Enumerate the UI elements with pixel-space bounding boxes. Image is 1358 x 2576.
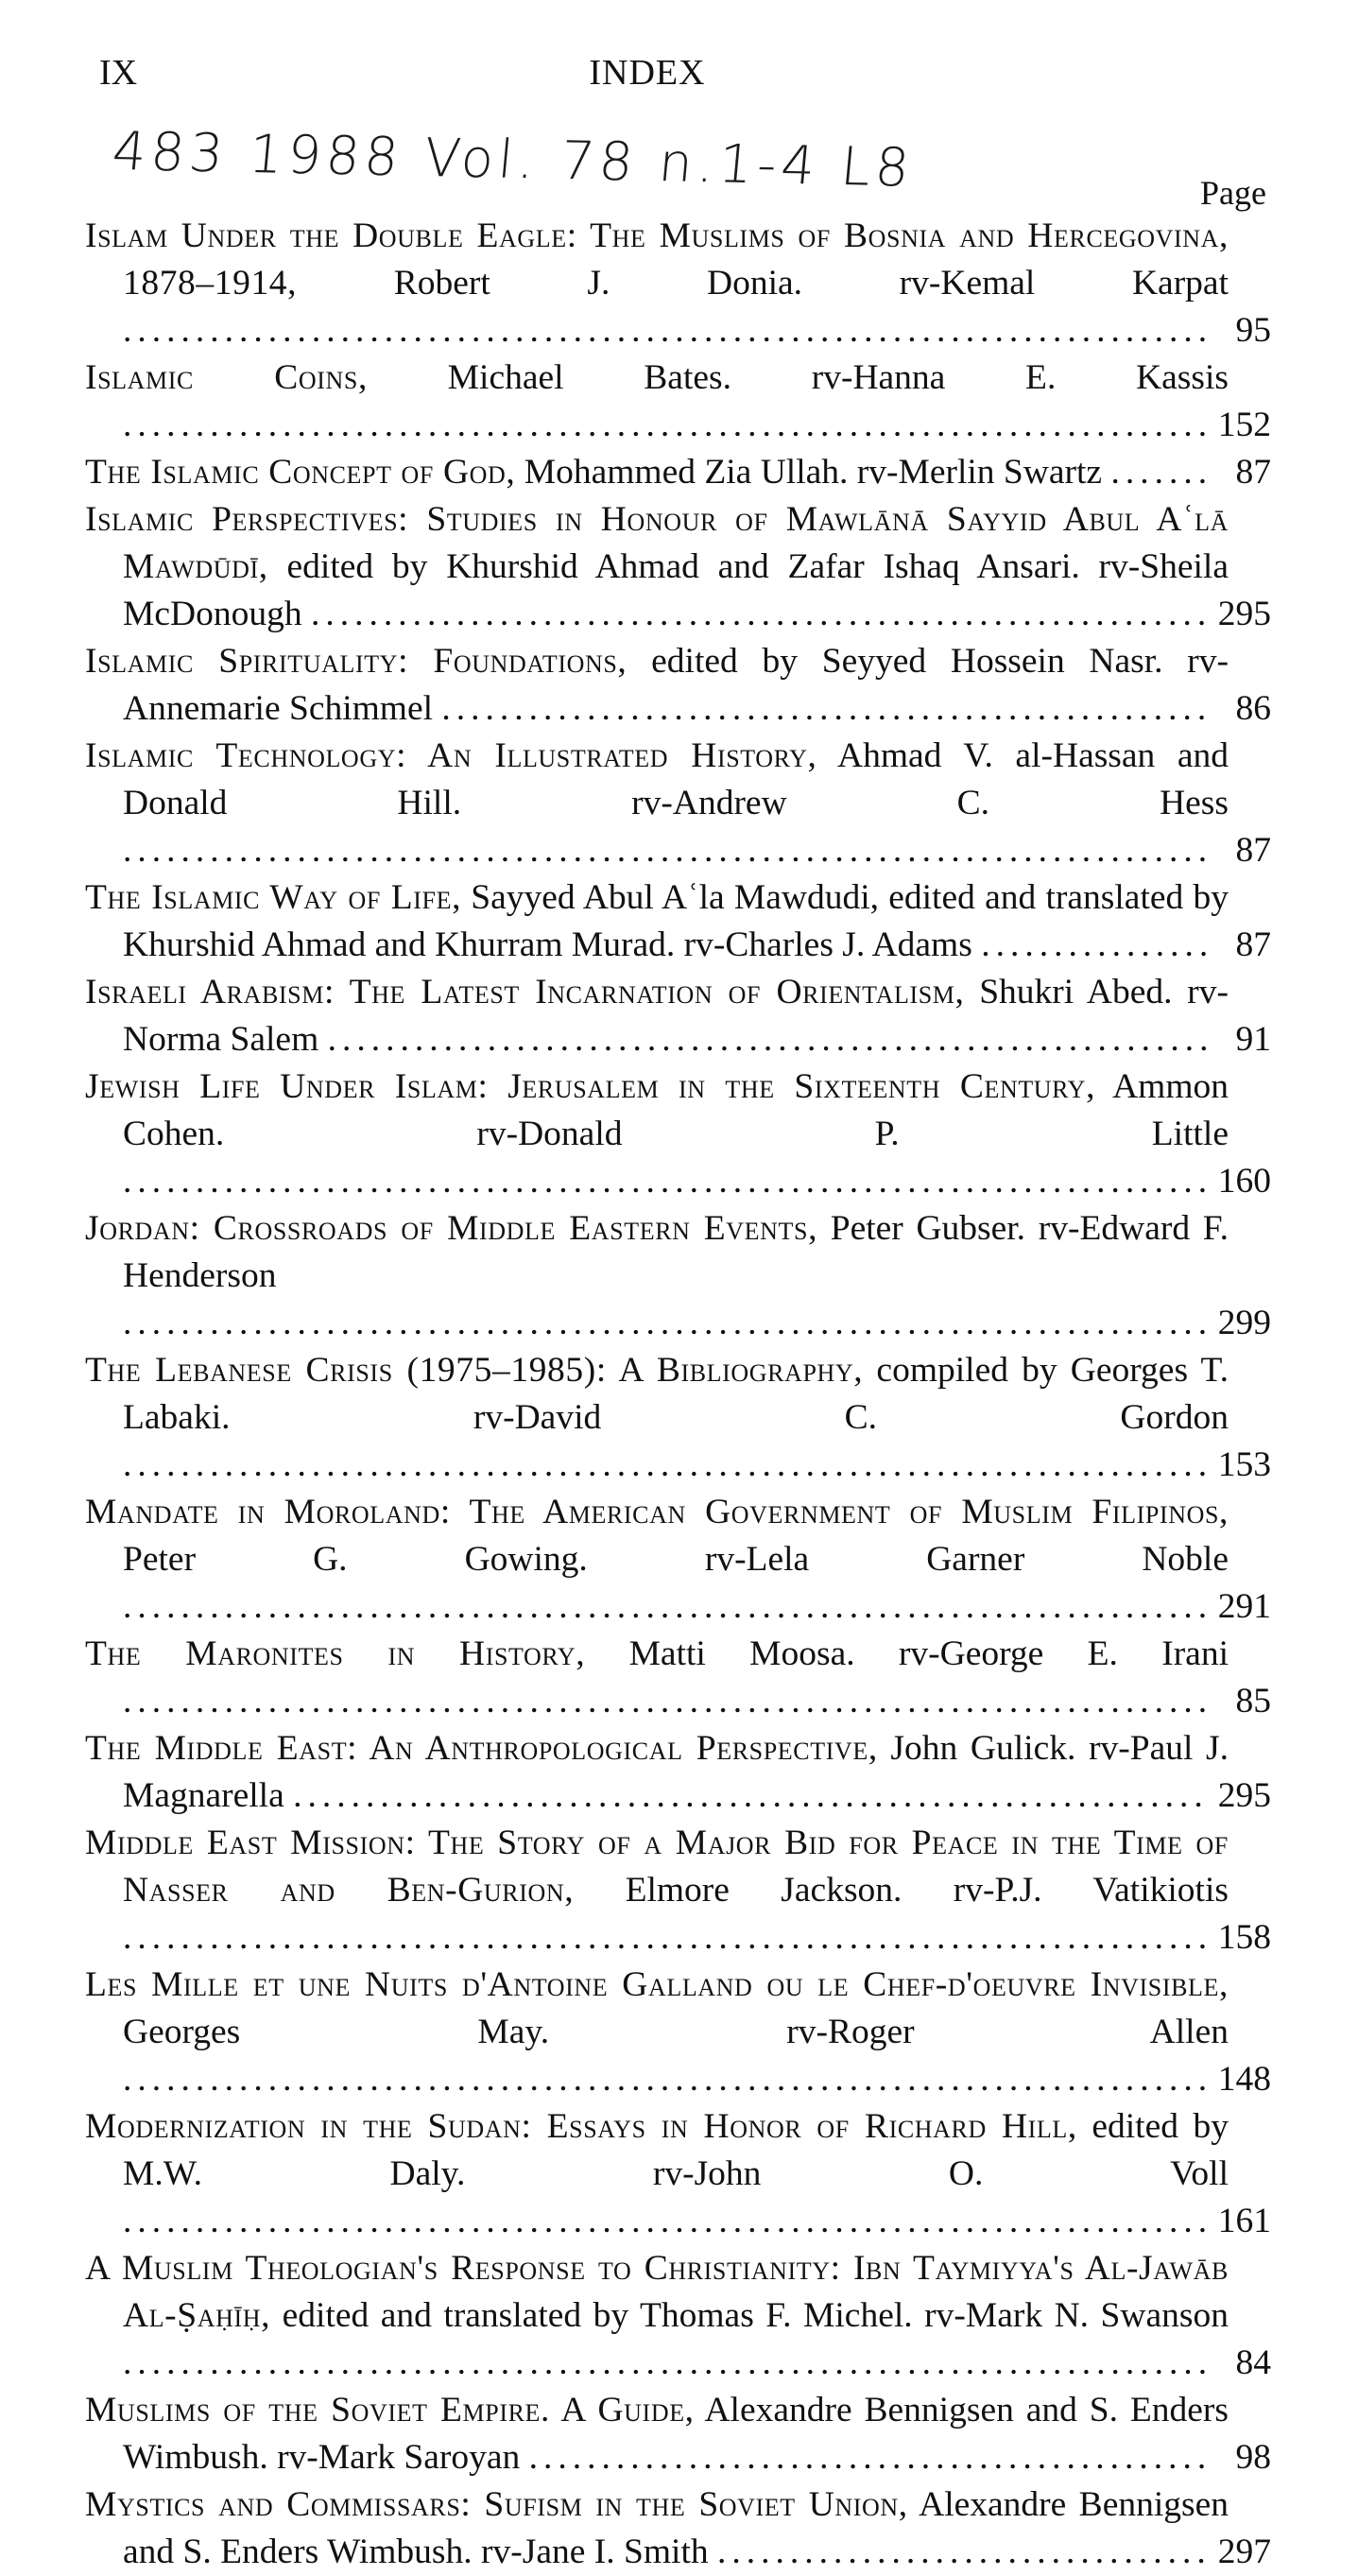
entry-page-number: 85	[1235, 1682, 1271, 1720]
entry-page-number: 87	[1235, 453, 1271, 492]
dot-leader: ...........................................................................	[123, 1918, 1213, 1957]
entry-title: The Lebanese Crisis (1975–1985): A Bibliography,	[85, 1351, 864, 1390]
entry-title: Islamic Perspectives: Studies in Honour of Mawlānā Sayyid Abul Aʿlā Mawdūdī,	[85, 500, 1229, 586]
entry-author-reviewer: Peter Gubser. rv-Edward F. Henderson	[123, 1209, 1229, 1295]
index-entry	[85, 1820, 1271, 1962]
dot-leader: ...........................................................................	[123, 831, 1213, 870]
entry-author-reviewer: Alexandre Bennigsen and S. Enders Wimbush. rv-Mark Saroyan	[123, 2391, 1229, 2477]
entry-title: Islam Under the Double Eagle: The Muslims of Bosnia and Hercegovina, 1878–1914,	[85, 216, 1229, 303]
entry-page-number: 91	[1235, 1020, 1271, 1059]
entry-page-number: 158	[1217, 1918, 1271, 1957]
entry-author-reviewer: Matti Moosa. rv-George E. Irani	[585, 1634, 1229, 1673]
index-entries	[85, 213, 1271, 2576]
entry-title: A Muslim Theologian's Response to Christianity: Ibn Taymiyya's Al-Jawāb Al-Ṣaḥīḥ,	[85, 2249, 1229, 2335]
dot-leader: ...........................................................................	[123, 406, 1213, 444]
entry-author-reviewer: compiled by Georges T. Labaki. rv-David C. Gordon	[123, 1351, 1229, 1437]
running-title: INDEX	[589, 53, 706, 93]
entry-author-reviewer: Sayyed Abul Aʿla Mawdudi, edited and translated by Khurshid Ahmad and Khurram Murad. rv-Charles J. Adams	[123, 878, 1229, 964]
entry-author-reviewer: Robert J. Donia. rv-Kemal Karpat	[297, 264, 1229, 303]
entry-title: Muslims of the Soviet Empire. A Guide,	[85, 2391, 695, 2429]
index-entry	[85, 1347, 1271, 1489]
dot-leader: ...............................................	[528, 2438, 1212, 2477]
entry-author-reviewer: edited by Seyyed Hossein Nasr. rv-Annemarie Schimmel	[123, 642, 1229, 728]
handwritten-annotation: 483 1988 Vol. 78 n.1-4 L8	[110, 121, 917, 199]
entry-author-reviewer: Shukri Abed. rv-Norma Salem	[123, 973, 1229, 1059]
entry-title: Mystics and Commissars: Sufism in the Soviet Union,	[85, 2485, 908, 2524]
index-entry	[85, 1489, 1271, 1631]
entry-page-number: 291	[1217, 1587, 1271, 1626]
entry-author-reviewer: Mohammed Zia Ullah. rv-Merlin Swartz	[515, 453, 1111, 492]
entry-page-number: 95	[1235, 311, 1271, 350]
dot-leader: ...........................................................................	[123, 311, 1213, 350]
entry-page-number: 297	[1217, 2533, 1271, 2571]
index-entry	[85, 449, 1271, 496]
entry-page-number: 160	[1217, 1162, 1271, 1201]
entry-page-number: 87	[1235, 925, 1271, 964]
entry-title: Middle East Mission: The Story of a Major Bid for Peace in the Time of Nasser and Ben-Gurion,	[85, 1824, 1229, 1910]
index-entry	[85, 733, 1271, 874]
index-entry	[85, 354, 1271, 449]
entry-title: Islamic Spirituality: Foundations,	[85, 642, 627, 681]
entry-author-reviewer: John Gulick. rv-Paul J. Magnarella	[123, 1729, 1229, 1815]
index-entry	[85, 1205, 1271, 1347]
entry-title: Mandate in Moroland: The American Government of Muslim Filipinos,	[85, 1493, 1229, 1531]
entry-page-number: 98	[1235, 2438, 1271, 2477]
entry-title: Modernization in the Sudan: Essays in Honor of Richard Hill,	[85, 2107, 1077, 2146]
entry-page-number: 295	[1217, 595, 1271, 633]
dot-leader: ...........................................................................	[123, 1682, 1213, 1720]
dot-leader: .............................................................	[327, 1020, 1214, 1059]
entry-page-number: 86	[1235, 689, 1271, 728]
entry-title: Israeli Arabism: The Latest Incarnation of Orientalism,	[85, 973, 965, 1011]
dot-leader: ...........................................................................	[123, 1162, 1213, 1201]
entry-title: The Islamic Concept of God,	[85, 453, 516, 492]
dot-leader: ..............................................................	[310, 595, 1212, 633]
entry-page-number: 84	[1235, 2343, 1271, 2382]
index-entry	[85, 213, 1271, 354]
entry-author-reviewer: Ahmad V. al-Hassan and Donald Hill. rv-Andrew C. Hess	[123, 736, 1229, 822]
entry-title: Les Mille et une Nuits d'Antoine Galland ou le Chef-d'oeuvre Invisible,	[85, 1965, 1229, 2004]
dot-leader: ...........................................................................	[123, 2060, 1213, 2099]
entry-title: Islamic Technology: An Illustrated History,	[85, 736, 817, 775]
entry-title: The Islamic Way of Life,	[85, 878, 462, 917]
dot-leader: ...........................................................................	[123, 1587, 1213, 1626]
dot-leader: ...........................................................................	[123, 2343, 1213, 2382]
page-column-label: Page	[1200, 174, 1266, 212]
index-entry	[85, 496, 1271, 638]
entry-title: Jewish Life Under Islam: Jerusalem in the Sixteenth Century,	[85, 1067, 1096, 1106]
entry-title: The Maronites in History,	[85, 1634, 586, 1673]
index-entry	[85, 1725, 1271, 1820]
dot-leader: ...............................................................	[293, 1776, 1209, 1815]
index-entry	[85, 874, 1271, 969]
entry-author-reviewer: Ammon Cohen. rv-Donald P. Little	[123, 1067, 1229, 1153]
index-entry	[85, 2481, 1271, 2576]
dot-leader: ...........................................................................	[123, 1445, 1213, 1484]
entry-author-reviewer: Georges May. rv-Roger Allen	[123, 2013, 1229, 2051]
dot-leader: ..................................	[717, 2533, 1212, 2571]
entry-title: Jordan: Crossroads of Middle Eastern Events,	[85, 1209, 818, 1248]
entry-page-number: 295	[1217, 1776, 1271, 1815]
entry-author-reviewer: Peter G. Gowing. rv-Lela Garner Noble	[123, 1540, 1229, 1579]
entry-author-reviewer: Alexandre Bennigsen and S. Enders Wimbush. rv-Jane I. Smith	[123, 2485, 1229, 2571]
dot-leader: ...........................................................................	[123, 2202, 1213, 2240]
entry-author-reviewer: edited by Khurshid Ahmad and Zafar Ishaq Ansari. rv-Sheila McDonough	[123, 547, 1229, 633]
entry-author-reviewer: Michael Bates. rv-Hanna E. Kassis	[367, 358, 1229, 397]
index-entry	[85, 2245, 1271, 2387]
dot-leader: ...........................................................................	[123, 1304, 1213, 1342]
entry-author-reviewer: edited and translated by Thomas F. Michel. rv-Mark N. Swanson	[270, 2296, 1229, 2335]
entry-page-number: 152	[1217, 406, 1271, 444]
folio-number: IX	[99, 53, 138, 93]
index-entry	[85, 969, 1271, 1063]
index-entry	[85, 1063, 1271, 1205]
dot-leader: .....................................................	[441, 689, 1212, 728]
index-entry	[85, 1631, 1271, 1725]
page-header	[99, 52, 1195, 109]
entry-page-number: 161	[1217, 2202, 1271, 2240]
index-entry	[85, 2387, 1271, 2481]
index-entry	[85, 2103, 1271, 2245]
index-entry	[85, 1962, 1271, 2103]
entry-page-number: 299	[1217, 1304, 1271, 1342]
entry-page-number: 87	[1235, 831, 1271, 870]
entry-author-reviewer: edited by M.W. Daly. rv-John O. Voll	[123, 2107, 1229, 2193]
entry-page-number: 148	[1217, 2060, 1271, 2099]
entry-title: Islamic Coins,	[85, 358, 368, 397]
dot-leader: ................	[981, 925, 1214, 964]
dot-leader: .......	[1110, 453, 1213, 492]
index-entry	[85, 638, 1271, 733]
entry-author-reviewer: Elmore Jackson. rv-P.J. Vatikiotis	[574, 1871, 1229, 1910]
entry-title: The Middle East: An Anthropological Perspective,	[85, 1729, 878, 1768]
entry-page-number: 153	[1217, 1445, 1271, 1484]
